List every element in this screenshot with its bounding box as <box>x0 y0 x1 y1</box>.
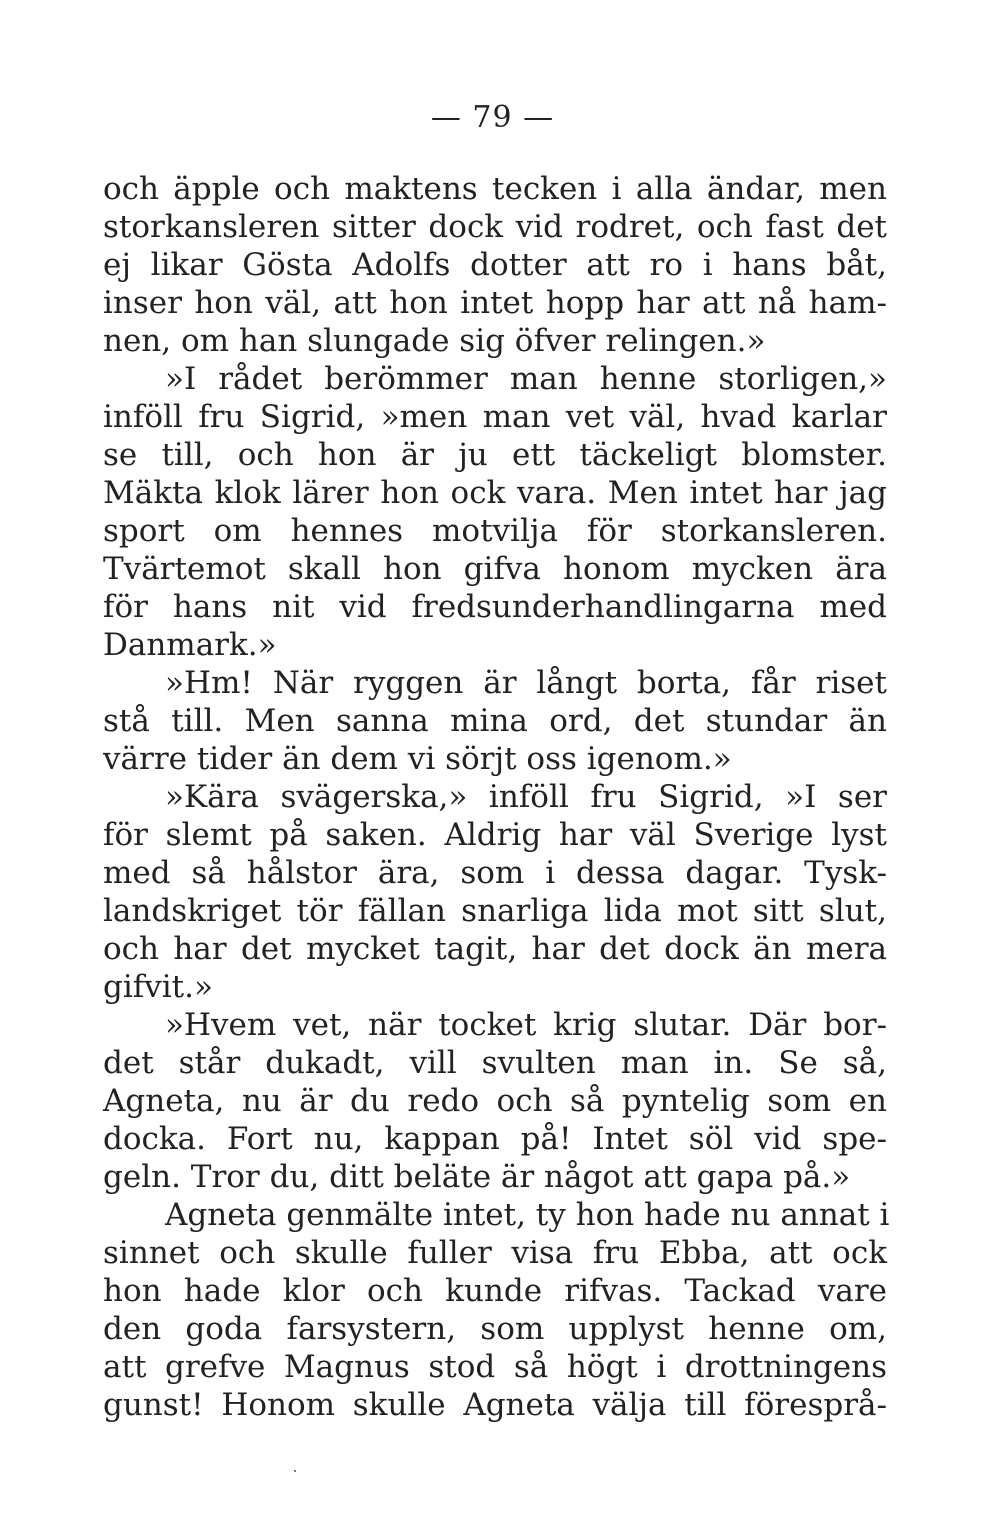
text-line: stå till. Men sanna mina ord, det stundar än <box>103 703 887 739</box>
text-line: och äpple och maktens tecken i alla ändar, men <box>103 171 887 207</box>
text-line: »Kära svägerska,» inföll fru Sigrid, »I ser <box>165 779 887 815</box>
text-line: landskriget tör fällan snarliga lida mot sitt slut, <box>103 893 887 929</box>
text-line: ej likar Gösta Adolfs dotter att ro i hans båt, <box>103 247 887 283</box>
page-number: — 79 — <box>430 100 555 135</box>
text-line: »Hm! När ryggen är långt borta, får riset <box>165 665 887 701</box>
text-line: se till, och hon är ju ett täckeligt blomster. <box>103 437 887 473</box>
text-line: sinnet och skulle fuller visa fru Ebba, att ock <box>103 1235 887 1271</box>
text-line: att grefve Magnus stod så högt i drottningens <box>103 1349 887 1385</box>
text-line: gunst! Honom skulle Agneta välja till föresprå- <box>103 1387 887 1423</box>
text-line: för hans nit vid fredsunderhandlingarna med <box>103 589 887 625</box>
text-line: »Hvem vet, när tocket krig slutar. Där bor- <box>165 1007 887 1043</box>
text-line: för slemt på saken. Aldrig har väl Sverige lyst <box>103 817 887 853</box>
text-line: värre tider än dem vi sörjt oss igenom.» <box>103 741 732 777</box>
body-text <box>103 170 890 1424</box>
text-line: med så hålstor ära, som i dessa dagar. Tysk- <box>103 855 887 891</box>
text-line: det står dukadt, vill svulten man in. Se så, <box>103 1045 887 1081</box>
text-line: Danmark.» <box>103 627 277 663</box>
text-line: Mäkta klok lärer hon ock vara. Men intet har jag <box>103 475 887 511</box>
text-line: Agneta, nu är du redo och så pyntelig som en <box>103 1083 887 1119</box>
text-line: gifvit.» <box>103 969 213 1005</box>
text-line: »I rådet berömmer man henne storligen,» <box>165 361 887 397</box>
text-line: geln. Tror du, ditt beläte är något att gapa på.» <box>103 1159 851 1195</box>
text-line: den goda farsystern, som upplyst henne om, <box>103 1311 887 1347</box>
text-line: sport om hennes motvilja för storkansleren. <box>103 513 887 549</box>
text-line: Tvärtemot skall hon gifva honom mycken ära <box>103 551 887 587</box>
text-line: hon hade klor och kunde rifvas. Tackad vare <box>103 1273 887 1309</box>
text-line: Agneta genmälte intet, ty hon hade nu annat i <box>165 1197 890 1233</box>
text-line: inföll fru Sigrid, »men man vet väl, hvad karlar <box>103 399 887 435</box>
print-speck <box>294 1470 296 1472</box>
text-line: storkansleren sitter dock vid rodret, och fast det <box>103 209 887 245</box>
text-line: inser hon väl, att hon intet hopp har att nå ham- <box>103 285 887 321</box>
text-line: och har det mycket tagit, har det dock än mera <box>103 931 887 967</box>
text-line: nen, om han slungade sig öfver relingen.» <box>103 323 766 359</box>
text-line: docka. Fort nu, kappan på! Intet söl vid spe- <box>103 1121 887 1157</box>
